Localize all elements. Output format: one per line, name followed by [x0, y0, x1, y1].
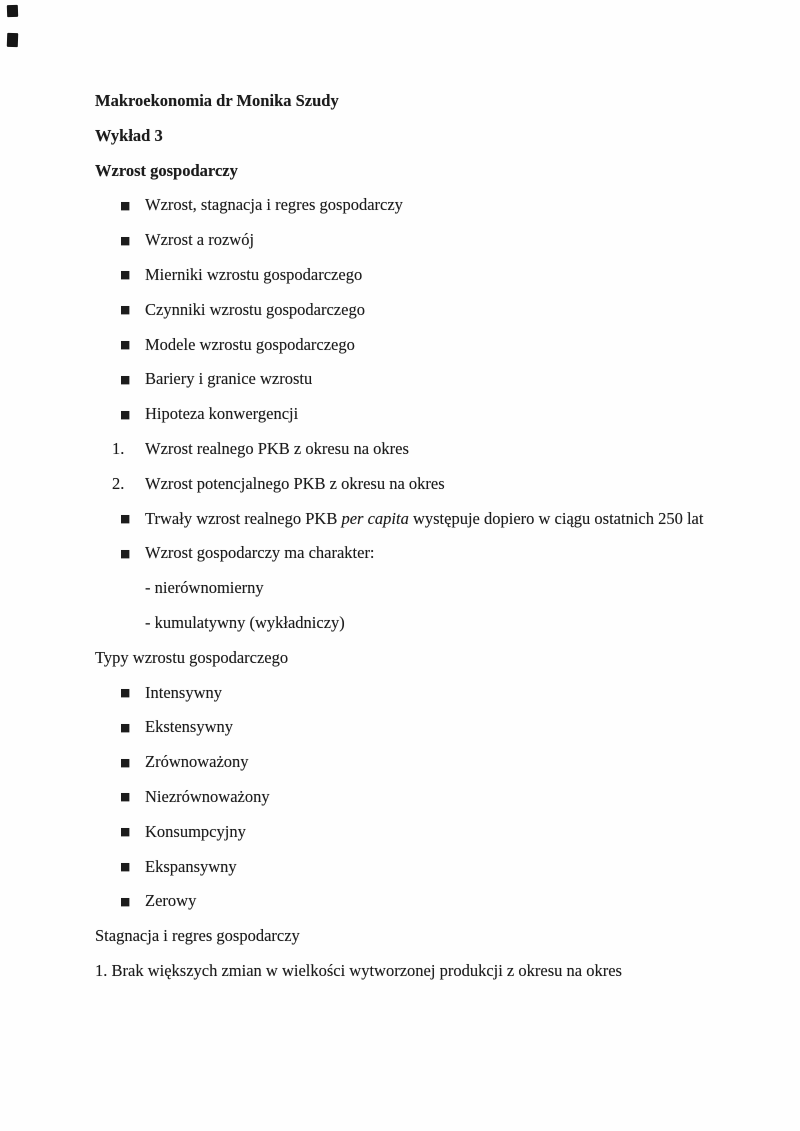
- per-capita-after: występuje dopiero w ciągu ostatnich 250 lat: [408, 508, 704, 528]
- section-title-growth: Wzrost gospodarczy: [95, 160, 238, 180]
- list-item-text: Ekstensywny: [145, 717, 233, 737]
- square-bullet-icon: ■: [120, 198, 131, 212]
- list-item: [95, 710, 770, 745]
- list-item: [95, 362, 770, 397]
- square-bullet-icon: ■: [120, 755, 131, 769]
- square-bullet-icon: ■: [120, 268, 131, 282]
- numbered-item-text: Wzrost realnego PKB z okresu na okres: [145, 438, 409, 458]
- list-item-text: [145, 509, 703, 528]
- list-item: [95, 815, 770, 850]
- list-item: [95, 850, 770, 885]
- per-capita-italic: per capita: [341, 508, 409, 528]
- dash-item: - kumulatywny (wykładniczy): [145, 612, 345, 632]
- list-item-per-capita: [95, 502, 770, 537]
- square-bullet-icon: ■: [120, 372, 131, 386]
- square-bullet-icon: ■: [120, 303, 131, 317]
- list-item-text: Konsumpcyjny: [145, 821, 246, 841]
- square-bullet-icon: ■: [120, 790, 131, 804]
- list-item: [95, 188, 770, 223]
- list-item-text: Hipoteza konwergencji: [145, 404, 299, 424]
- list-item: [95, 258, 770, 293]
- square-bullet-icon: ■: [120, 720, 131, 734]
- list-item-text: Wzrost, stagnacja i regres gospodarczy: [145, 195, 403, 215]
- lecture-number: Wykład 3: [95, 125, 163, 145]
- list-item-text: Zerowy: [145, 891, 197, 911]
- list-item-text: Wzrost gospodarczy ma charakter:: [145, 543, 375, 563]
- numbered-item: [95, 467, 770, 502]
- square-bullet-icon: ■: [120, 825, 131, 839]
- dash-item: - nierównomierny: [145, 578, 264, 598]
- square-bullet-icon: ■: [120, 686, 131, 700]
- list-item: [95, 780, 770, 815]
- list-item-text: Bariery i granice wzrostu: [145, 369, 313, 389]
- list-item: [95, 397, 770, 432]
- list-item-text: Niezrównoważony: [145, 786, 270, 806]
- document-content: [95, 84, 770, 989]
- per-capita-before: Trwały wzrost realnego PKB: [145, 508, 342, 528]
- square-bullet-icon: ■: [120, 546, 131, 560]
- numbered-item-text: Wzrost potencjalnego PKB z okresu na okres: [145, 473, 445, 493]
- list-item: [95, 293, 770, 328]
- square-bullet-icon: ■: [120, 407, 131, 421]
- square-bullet-icon: ■: [120, 894, 131, 908]
- square-bullet-icon: ■: [120, 233, 131, 247]
- scan-artifact-top: [7, 5, 18, 17]
- course-title: Makroekonomia dr Monika Szudy: [95, 91, 339, 110]
- numbered-item-marker: 1.: [112, 438, 125, 458]
- list-item: [95, 884, 770, 919]
- numbered-item: [95, 432, 770, 467]
- square-bullet-icon: ■: [120, 860, 131, 874]
- scan-artifact-bottom: [7, 33, 18, 47]
- list-item-text: Modele wzrostu gospodarczego: [145, 334, 355, 354]
- list-item-text: Ekspansywny: [145, 856, 237, 876]
- list-item: [95, 745, 770, 780]
- list-item-text: Czynniki wzrostu gospodarczego: [145, 299, 365, 319]
- square-bullet-icon: ■: [120, 338, 131, 352]
- list-item: [95, 328, 770, 363]
- list-item: [95, 536, 770, 571]
- list-item-text: Intensywny: [145, 682, 222, 702]
- list-item-text: Mierniki wzrostu gospodarczego: [145, 264, 363, 284]
- list-item-text: Zrównoważony: [145, 752, 249, 772]
- section-title-stagnation: Stagnacja i regres gospodarczy: [95, 926, 300, 946]
- stagnation-paragraph: 1. Brak większych zmian w wielkości wytworzonej produkcji z okresu na okres: [95, 960, 622, 980]
- list-item: [95, 676, 770, 711]
- square-bullet-icon: ■: [120, 512, 131, 526]
- section-title-types: Typy wzrostu gospodarczego: [95, 647, 289, 667]
- list-item: [95, 223, 770, 258]
- list-item-text: Wzrost a rozwój: [145, 230, 255, 250]
- numbered-item-marker: 2.: [112, 473, 125, 493]
